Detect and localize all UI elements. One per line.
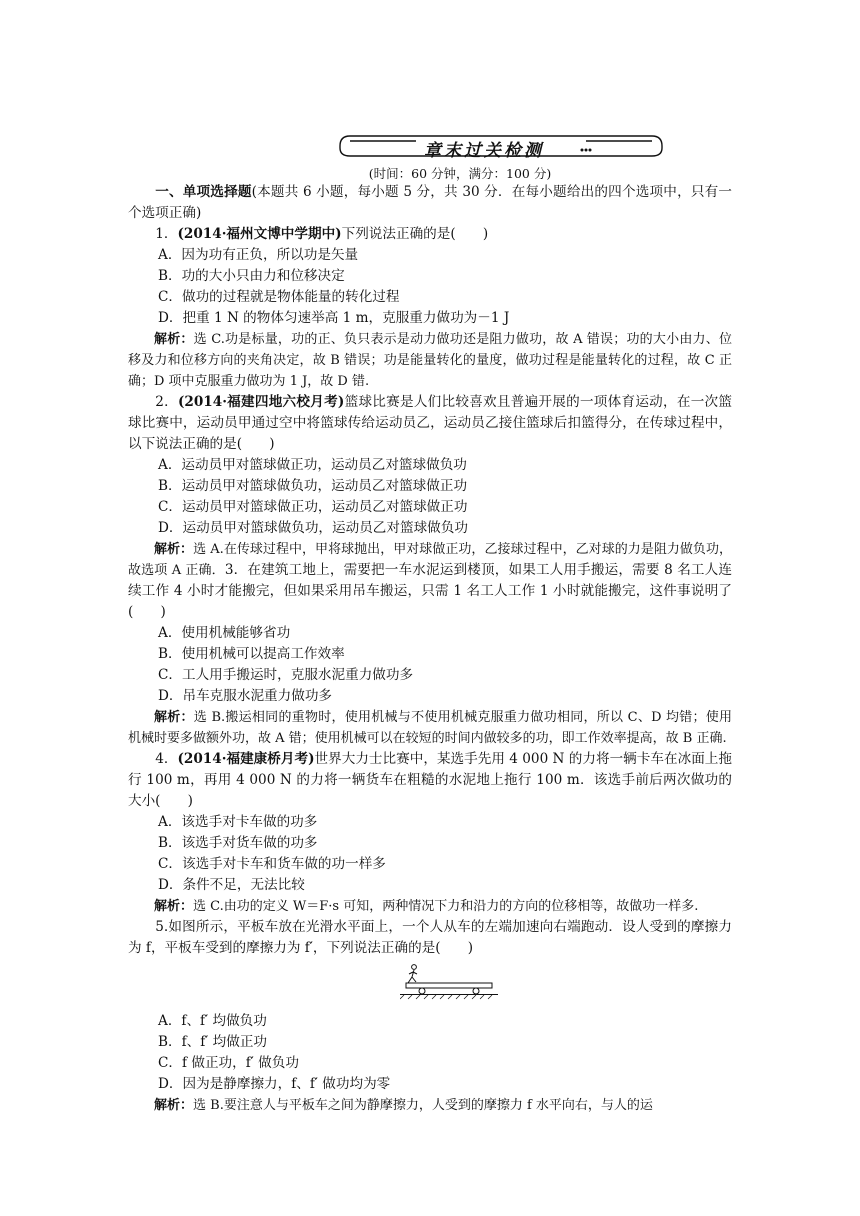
q3-option-a: A．使用机械能够省功 bbox=[158, 625, 291, 641]
q3-option-c: C．工人用手搬运时，克服水泥重力做功多 bbox=[158, 667, 414, 683]
chapter-title: 章末过关检测 bbox=[424, 141, 544, 161]
q4-option-d: D．条件不足，无法比较 bbox=[158, 877, 305, 893]
q5-option-a: A．f、f′ 均做负功 bbox=[158, 1013, 267, 1029]
q2-option-a: A．运动员甲对篮球做正功，运动员乙对篮球做负功 bbox=[158, 457, 467, 473]
section-heading: 一、单项选择题(本题共 6 小题，每小题 5 分，共 30 分．在每小题给出的四个选项中，只有一个选项正确) bbox=[128, 184, 733, 221]
question-4: 4．(2014·福建康桥月考)世界大力士比赛中，某选手先用 4 000 N 的力将一辆卡车在冰面上拖行 100 m，再用 4 000 N 的力将一辆货车在粗糙的水泥地上拖行 100 m．该选手前后两次做功的大小( ) bbox=[128, 751, 732, 809]
q3-answer: 解析：选 B.搬运相同的重物时，使用机械与不使用机械克服重力做功相同，所以 C、D 均错；使用机械时要多做额外功，故 A 错；使用机械可以在较短的时间内做较多的功，即工作效率提高，故 B 正确. bbox=[128, 710, 732, 746]
q1-option-b: B．功的大小只由力和位移决定 bbox=[158, 268, 345, 284]
q4-option-a: A．该选手对卡车做的功多 bbox=[158, 814, 318, 830]
q4-option-c: C．该选手对卡车和货车做的功一样多 bbox=[158, 856, 386, 872]
exam-meta: (时间：60 分钟，满分：100 分) bbox=[368, 166, 552, 181]
q5-option-c: C．f 做正功，f′ 做负功 bbox=[158, 1055, 299, 1071]
q4-answer: 解析：选 C.由功的定义 W＝F·s 可知，两种情况下力和沿力的方向的位移相等，故做功一样多. bbox=[154, 899, 699, 914]
q2-option-d: D．运动员甲对篮球做负功，运动员乙对篮球做负功 bbox=[158, 520, 468, 536]
q1-option-a: A．因为功有正负，所以功是矢量 bbox=[158, 247, 359, 263]
q5-option-d: D．因为是静摩擦力，f、f′ 做功均为零 bbox=[158, 1076, 391, 1092]
chapter-banner bbox=[336, 128, 666, 168]
question-1: 1．(2014·福州文博中学期中)下列说法正确的是( ) bbox=[155, 226, 489, 242]
q3-option-b: B．使用机械可以提高工作效率 bbox=[158, 646, 345, 662]
person-on-cart-icon bbox=[400, 961, 500, 1005]
document-page bbox=[128, 128, 732, 1116]
q5-option-b: B．f、f′ 均做正功 bbox=[158, 1034, 268, 1050]
q1-answer: 解析：选 C.功是标量，功的正、负只表示是动力做功还是阻力做功，故 A 错误；功的大小由力、位移及力和位移方向的夹角决定，故 B 错误；功是能量转化的量度，做功过程是能量转化的过程，故 C 正确；D 项中克服重力做功为 1 J，故 D 错. bbox=[128, 332, 732, 389]
q1-option-d: D．把重 1 N 的物体匀速举高 1 m，克服重力做功为－1 J bbox=[158, 310, 510, 326]
question-5: 5.如图所示，平板车放在光滑水平面上，一个人从车的左端加速向右端跑动．设人受到的摩擦力为 f，平板车受到的摩擦力为 f′，下列说法正确的是( ) bbox=[128, 919, 732, 956]
cart-figure bbox=[128, 961, 732, 1005]
question-2: 2．(2014·福建四地六校月考)篮球比赛是人们比较喜欢且普遍开展的一项体育运动，在一次篮球比赛中，运动员甲通过空中将篮球传给运动员乙，运动员乙接住篮球后扣篮得分，在传球过程中，以下说法正确的是( ) bbox=[128, 394, 732, 452]
q2-answer: 解析：选 A.在传球过程中，甲将球抛出，甲对球做正功，乙接球过程中，乙对球的力是阻力做负功，故选项 A 正确．3．在建筑工地上，需要把一车水泥运到楼顶，如果工人用手搬运，需要 8 名工人连续工作 4 小时才能搬完，但如果采用吊车搬运，只需 1 名工人工作 1 小时就能搬完，这件事说明了( ) bbox=[128, 542, 733, 620]
q3-option-d: D．吊车克服水泥重力做功多 bbox=[158, 688, 333, 704]
q4-option-b: B．该选手对货车做的功多 bbox=[158, 835, 318, 851]
q1-option-c: C．做功的过程就是物体能量的转化过程 bbox=[158, 289, 400, 305]
q5-answer: 解析：选 B.要注意人与平板车之间为静摩擦力，人受到的摩擦力 f 水平向右，与人的运 bbox=[154, 1098, 653, 1113]
q2-option-b: B．运动员甲对篮球做负功，运动员乙对篮球做正功 bbox=[158, 478, 468, 494]
q2-option-c: C．运动员甲对篮球做正功，运动员乙对篮球做正功 bbox=[158, 499, 468, 515]
